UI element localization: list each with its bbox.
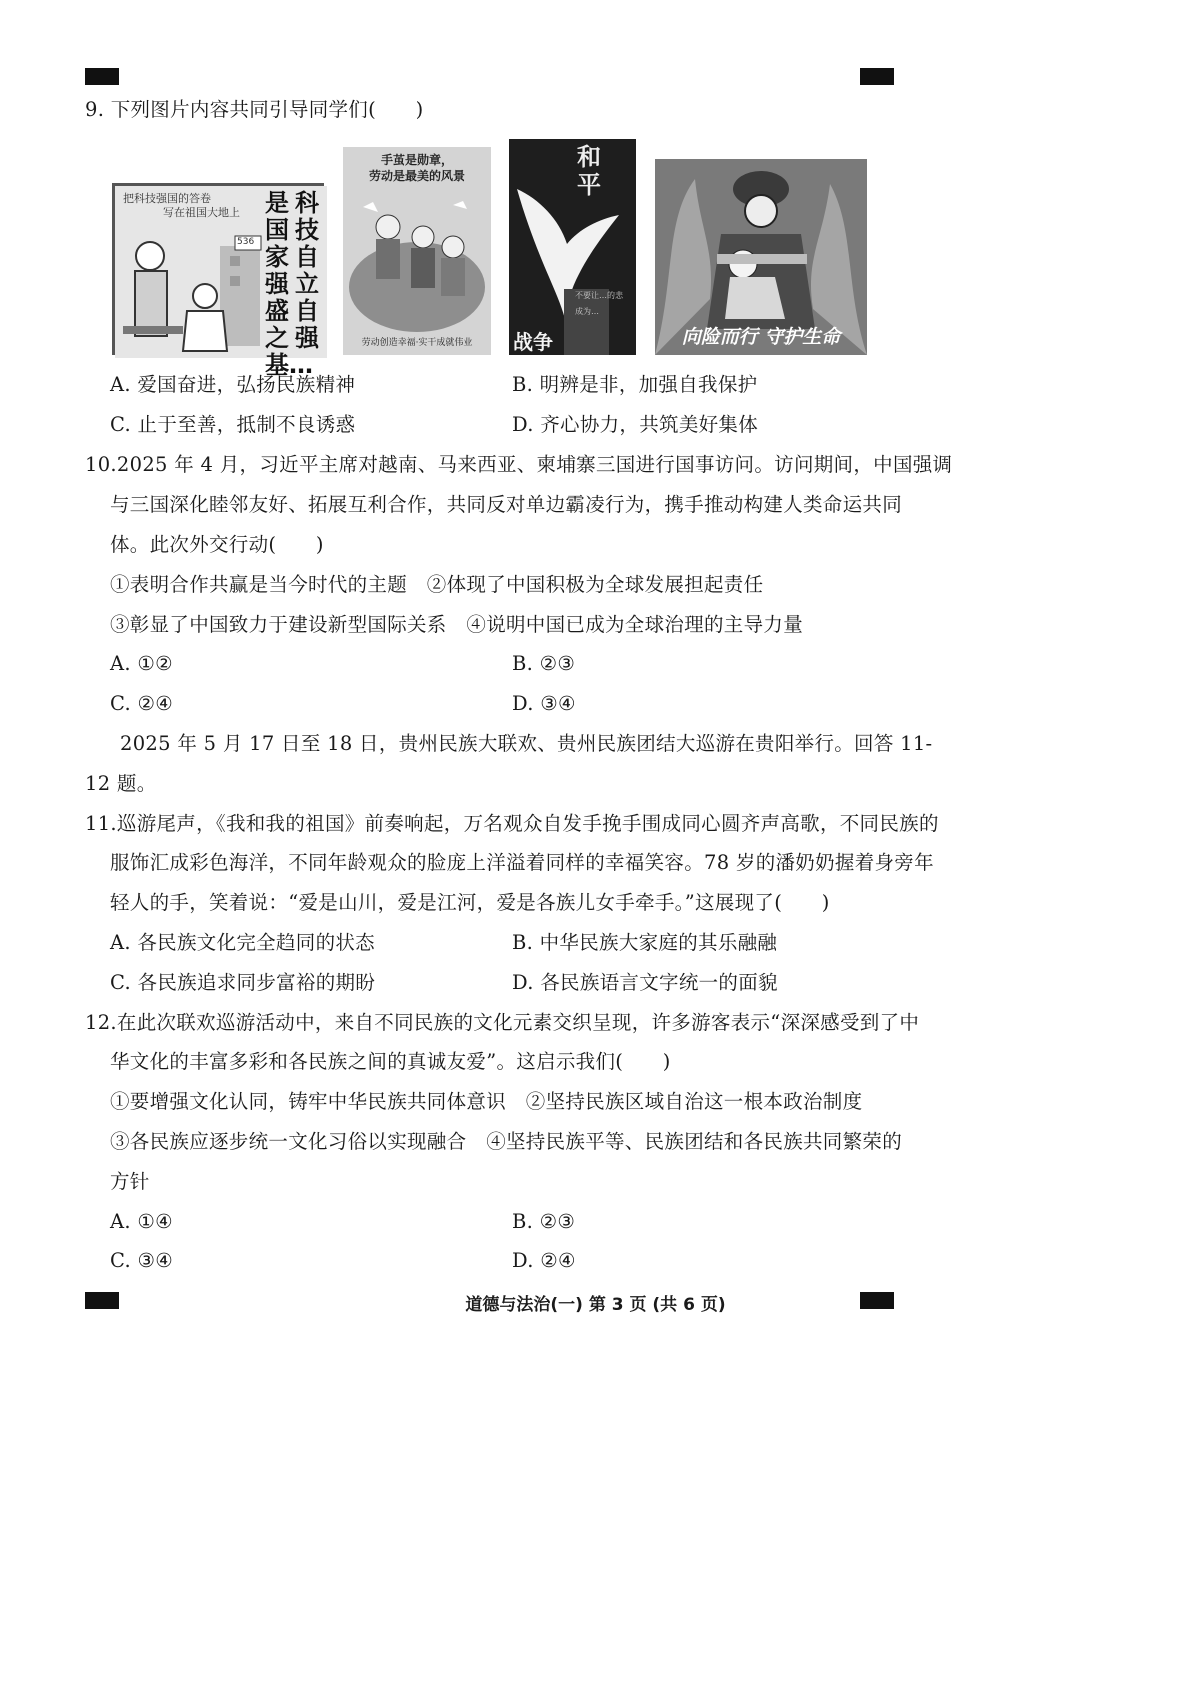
peace-bottom-text: 战争 (513, 330, 553, 354)
firefighter-slogan: 向险而行 守护生命 (681, 326, 841, 348)
labor-slogan-line1: 手茧是勋章， (380, 153, 453, 167)
screen-text: 536 (237, 237, 255, 247)
q12-option-d[interactable]: D. ②④ (512, 1249, 576, 1272)
page-footer: 道德与法治(一) 第 3 页 (共 6 页) (465, 1295, 726, 1315)
q9-image-peace-poster (509, 139, 636, 355)
q9-image-labor-poster (343, 147, 491, 355)
peace-small-text-line2: 成为… (575, 307, 599, 316)
registration-mark-top-right (860, 68, 894, 85)
vertical-slogan-col2: 是国家强盛之基… (265, 189, 313, 379)
q10-stem-line2: 与三国深化睦邻友好、拓展互利合作，共同反对单边霸凌行为，携手推动构建人类命运共同 (110, 493, 903, 516)
vertical-slogan-col1: 科技自立自强 (295, 189, 319, 352)
q9-option-b[interactable]: B. 明辨是非，加强自我保护 (512, 373, 758, 396)
q11-stem-line1: 11.巡游尾声，《我和我的祖国》前奏响起，万名观众自发手挽手围成同心圆齐声高歌，不同民族的 (85, 812, 939, 835)
q10-statement-line1: ①表明合作共赢是当今时代的主题 ②体现了中国积极为全球发展担起责任 (110, 573, 764, 596)
labor-bottom-caption: 劳动创造幸福·实干成就伟业 (361, 338, 473, 348)
passage-intro-line2: 12 题。 (85, 772, 157, 795)
q10-option-c[interactable]: C. ②④ (110, 692, 174, 715)
q11-option-d[interactable]: D. 各民族语言文字统一的面貌 (512, 971, 778, 994)
peace-small-text-line1: 不要让…的悲 (575, 291, 623, 300)
q10-option-a[interactable]: A. ①② (110, 652, 173, 675)
q11-option-b[interactable]: B. 中华民族大家庭的其乐融融 (512, 931, 778, 954)
q9-stem: 9. 下列图片内容共同引导同学们( ) (85, 98, 424, 121)
q9-option-d[interactable]: D. 齐心协力，共筑美好集体 (512, 413, 759, 436)
q10-statement-line2: ③彰显了中国致力于建设新型国际关系 ④说明中国已成为全球治理的主导力量 (110, 613, 804, 636)
q12-statement-line3: 方针 (110, 1170, 150, 1193)
labor-slogan-line2: 劳动是最美的风景 (368, 169, 465, 183)
q9-image-firefighter-poster (655, 159, 867, 355)
q11-option-a[interactable]: A. 各民族文化完全趋同的状态 (110, 931, 375, 954)
q11-stem-line2: 服饰汇成彩色海洋，不同年龄观众的脸庞上洋溢着同样的幸福笑容。78 岁的潘奶奶握着身旁年 (110, 851, 934, 874)
q12-option-b[interactable]: B. ②③ (512, 1210, 576, 1233)
q11-stem-line3: 轻人的手，笑着说：“爱是山川，爱是江河，爱是各族儿女手牵手。”这展现了( ) (110, 891, 830, 914)
q10-option-b[interactable]: B. ②③ (512, 652, 576, 675)
q12-option-a[interactable]: A. ①④ (110, 1210, 173, 1233)
dove-icon (509, 139, 636, 355)
q12-stem-line1: 12.在此次联欢巡游活动中，来自不同民族的文化元素交织呈现，许多游客表示“深深感受到了中 (85, 1011, 920, 1034)
q9-option-c[interactable]: C. 止于至善，抵制不良诱惑 (110, 413, 356, 436)
registration-mark-top-left (85, 68, 119, 85)
q9-image-science-poster (112, 183, 324, 379)
workers-illustration (343, 187, 491, 337)
q12-option-c[interactable]: C. ③④ (110, 1249, 174, 1272)
caption-top-line2: 写在祖国大地上 (163, 206, 240, 219)
q9-option-a[interactable]: A. 爱国奋进，弘扬民族精神 (110, 373, 356, 396)
q10-stem-line3: 体。此次外交行动( ) (110, 533, 324, 556)
caption-top-line1: 把科技强国的答卷 (123, 192, 211, 205)
passage-intro-line1: 2025 年 5 月 17 日至 18 日，贵州民族大联欢、贵州民族团结大巡游在贵阳举行。回答 11- (120, 732, 933, 755)
q12-statement-line2: ③各民族应逐步统一文化习俗以实现融合 ④坚持民族平等、民族团结和各民族共同繁荣的 (110, 1130, 903, 1153)
q10-stem-line1: 10.2025 年 4 月，习近平主席对越南、马来西亚、柬埔寨三国进行国事访问。访问期间，中国强调 (85, 453, 953, 476)
q11-option-c[interactable]: C. 各民族追求同步富裕的期盼 (110, 971, 376, 994)
q12-stem-line2: 华文化的丰富多彩和各民族之间的真诚友爱”。这启示我们( ) (110, 1050, 671, 1073)
peace-top-text: 和平 (577, 143, 601, 199)
q10-option-d[interactable]: D. ③④ (512, 692, 576, 715)
q12-statement-line1: ①要增强文化认同，铸牢中华民族共同体意识 ②坚持民族区域自治这一根本政治制度 (110, 1090, 863, 1113)
